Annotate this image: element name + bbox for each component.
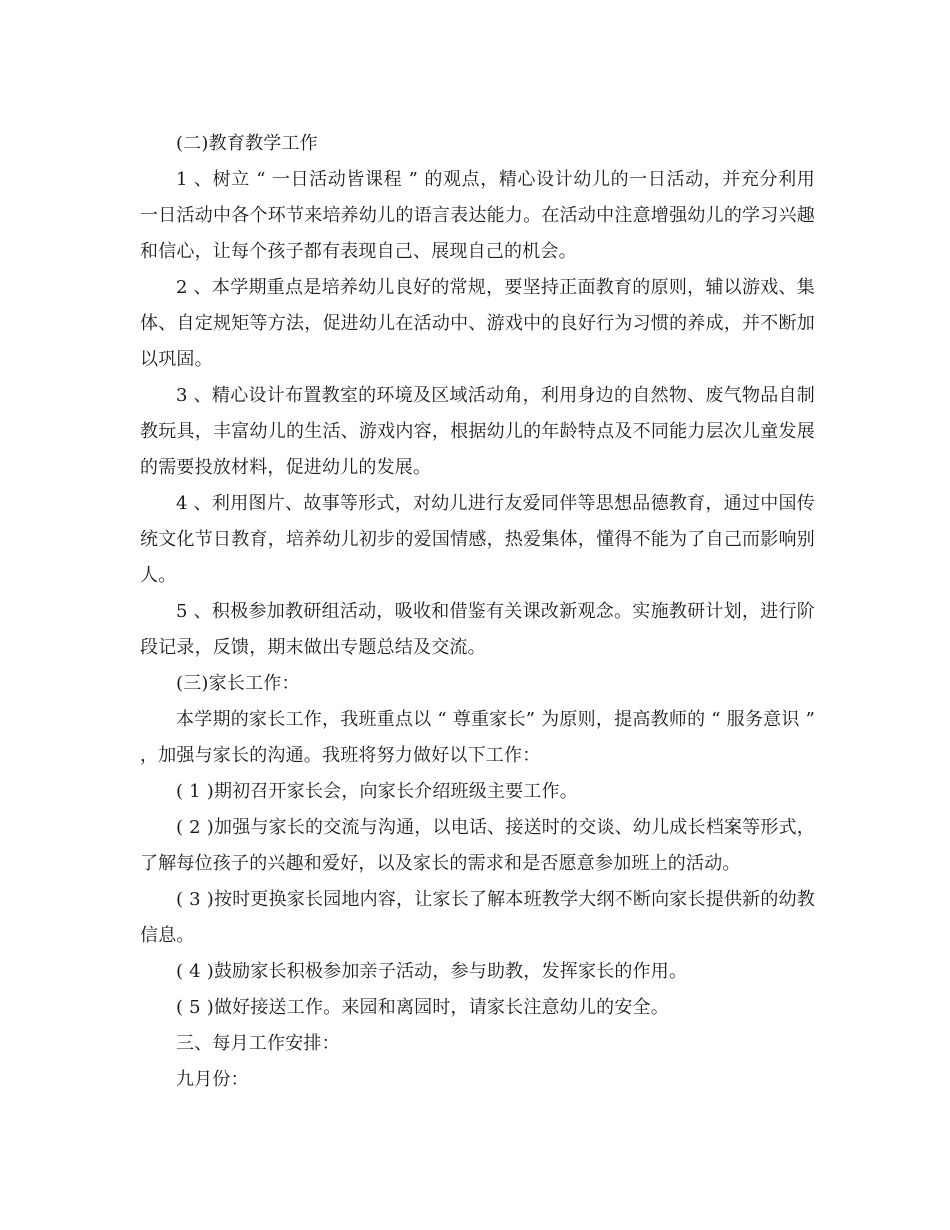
paragraph-parents-3: ( 3 )按时更换家长园地内容，让家长了解本班教学大纲不断向家长提供新的幼教信息。 — [140, 889, 815, 946]
paragraph-parents-2: ( 2 )加强与家长的交流与沟通，以电话、接送时的交谈、幼儿成长档案等形式，了解每位孩子的兴趣和爱好，以及家长的需求和是否愿意参加班上的活动。 — [140, 817, 815, 874]
section-heading-teaching: (二)教育教学工作 — [176, 133, 318, 154]
paragraph-item-3: 3 、精心设计布置教室的环境及区域活动角，利用身边的自然物、废气物品自制教玩具，丰富幼儿的生活、游戏内容，根据幼儿的年龄特点及不同能力层次儿童发展的需要投放材料，促进幼儿的发展。 — [140, 385, 815, 478]
paragraph-item-1: 1 、树立 “ 一日活动皆课程 ” 的观点，精心设计幼儿的一日活动，并充分利用一日活动中各个环节来培养幼儿的语言表达能力。在活动中注意增强幼儿的学习兴趣和信心，让每个孩子都有表现自己、展现自己的机会。 — [140, 169, 815, 262]
paragraph-parents-intro: 本学期的家长工作，我班重点以 “ 尊重家长” 为原则，提高教师的 “ 服务意识 ” ，加强与家长的沟通。我班将努力做好以下工作： — [140, 709, 815, 766]
section-heading-parents: (三)家长工作： — [176, 673, 300, 694]
paragraph-parents-1: ( 1 )期初召开家长会，向家长介绍班级主要工作。 — [176, 781, 578, 802]
paragraph-item-2: 2 、本学期重点是培养幼儿良好的常规，要坚持正面教育的原则，辅以游戏、集体、自定规矩等方法，促进幼儿在活动中、游戏中的良好行为习惯的养成，并不断加以巩固。 — [140, 277, 815, 370]
paragraph-item-5: 5 、积极参加教研组活动，吸收和借鉴有关课改新观念。实施教研计划，进行阶段记录，反馈，期末做出专题总结及交流。 — [140, 601, 815, 658]
section-heading-monthly: 三、每月工作安排： — [176, 1033, 340, 1054]
month-heading-september: 九月份： — [176, 1069, 249, 1090]
document-body — [140, 126, 815, 1098]
paragraph-parents-5: ( 5 )做好接送工作。来园和离园时，请家长注意幼儿的安全。 — [176, 997, 669, 1018]
paragraph-item-4: 4 、利用图片、故事等形式，对幼儿进行友爱同伴等思想品德教育，通过中国传统文化节日教育，培养幼儿初步的爱国情感，热爱集体，懂得不能为了自己而影响别人。 — [140, 493, 815, 586]
paragraph-parents-4: ( 4 )鼓励家长积极参加亲子活动，参与助教，发挥家长的作用。 — [176, 961, 688, 982]
